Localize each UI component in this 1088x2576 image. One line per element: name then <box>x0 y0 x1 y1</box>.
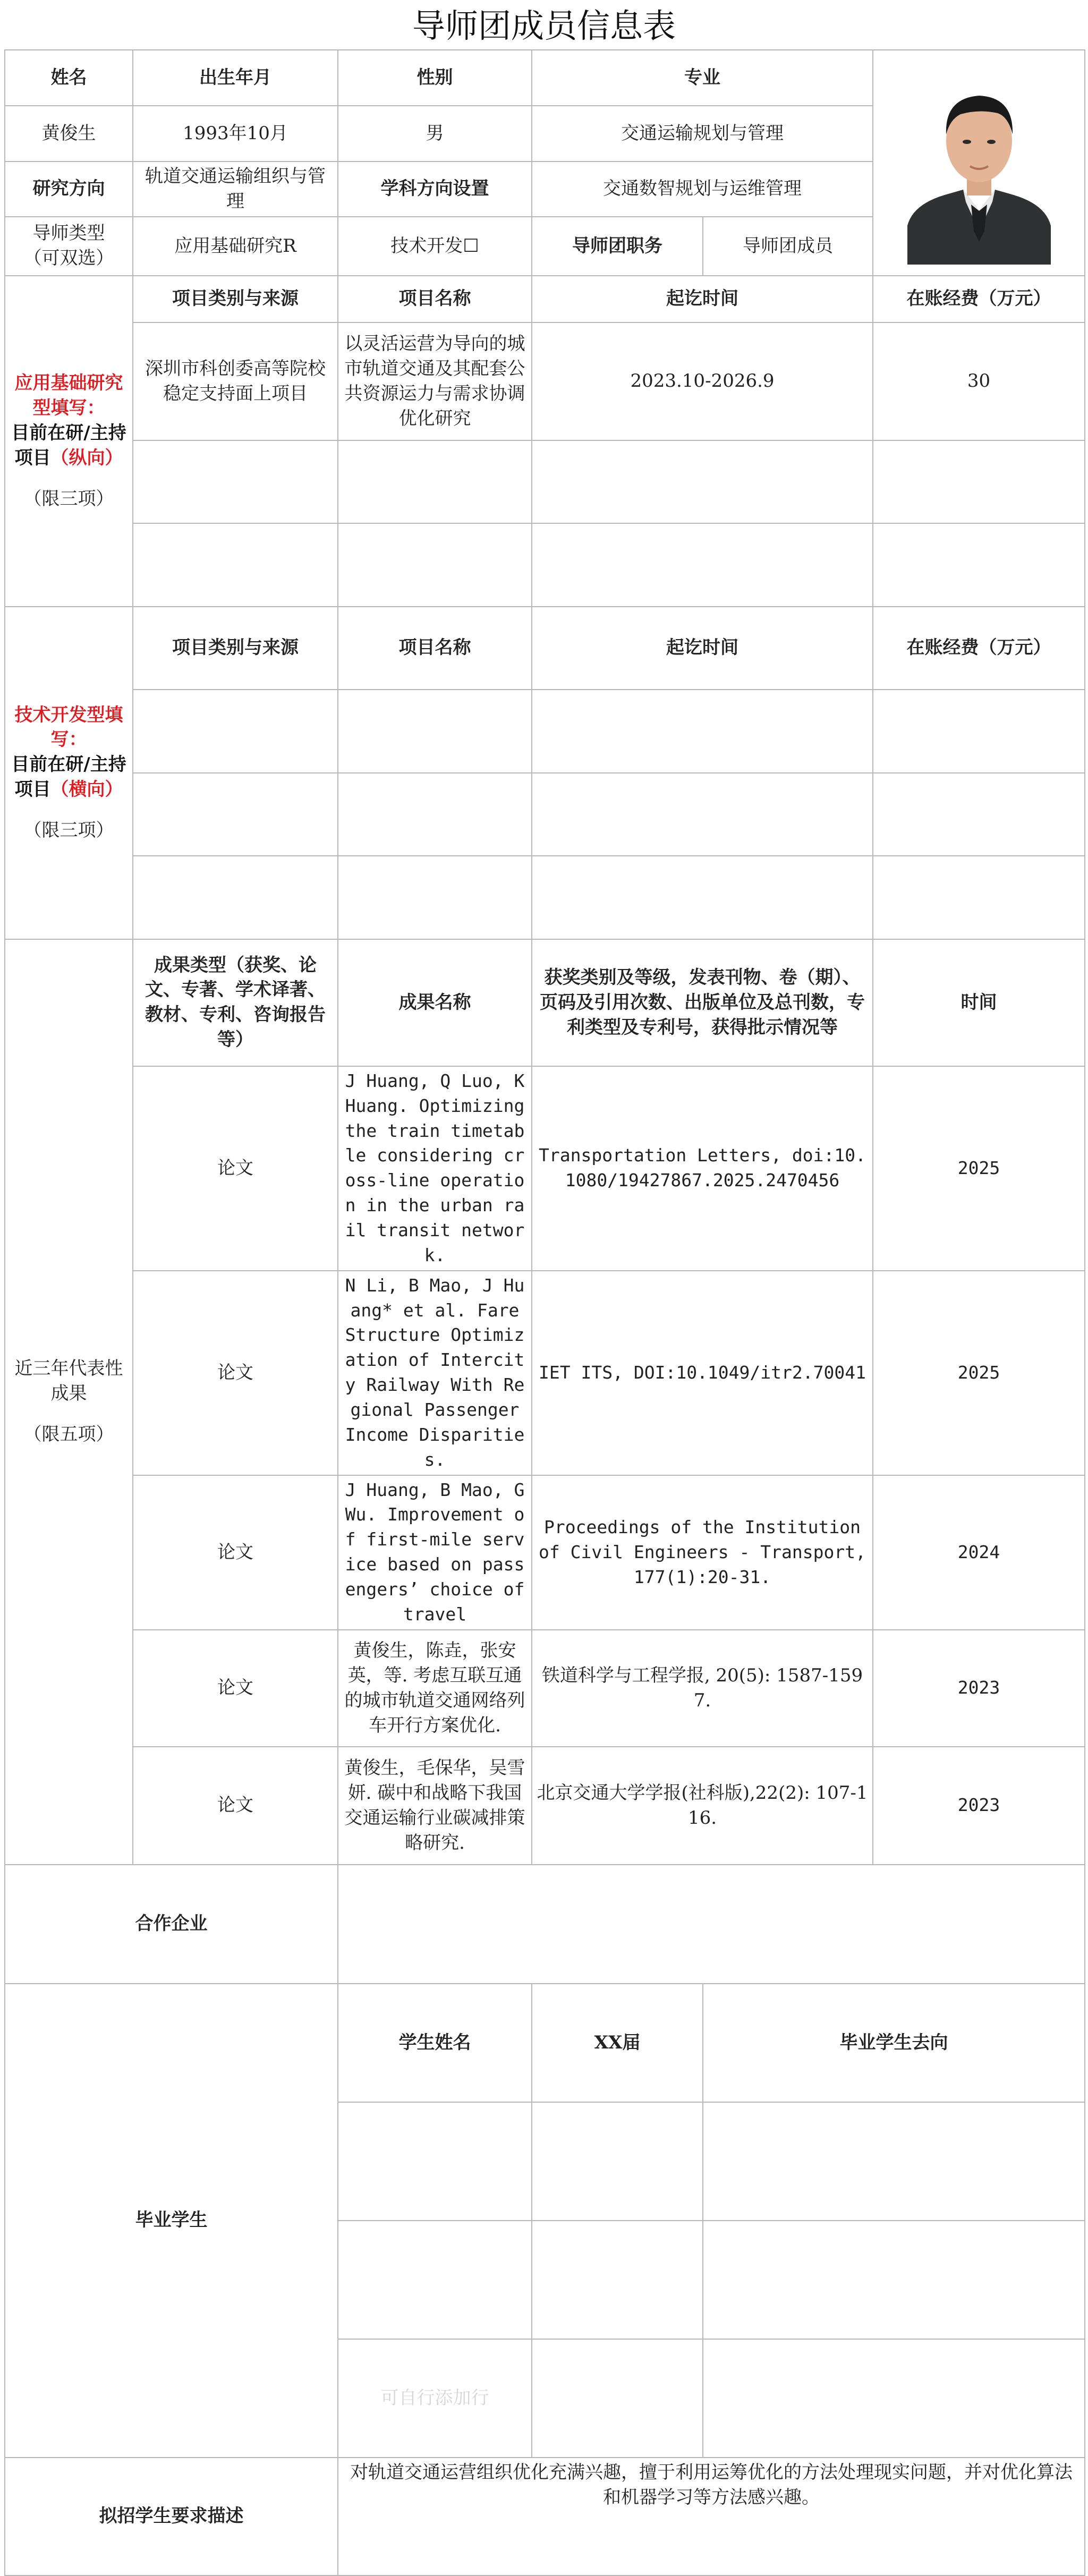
achievements-header-year: 时间 <box>873 939 1085 1066</box>
major-label: 专业 <box>532 50 873 106</box>
applied-row-3-period <box>532 523 873 607</box>
member-info-table <box>4 49 1085 2576</box>
graduates-header-name: 学生姓名 <box>338 1984 532 2102</box>
achievement-5-title: 黄俊生，毛保华，吴雪妍. 碳中和战略下我国交通运输行业碳减排策略研究. <box>338 1747 532 1865</box>
tech-row-3-source <box>133 856 338 939</box>
applied-row-2-funding <box>873 440 1085 523</box>
tech-label-tag: （横向） <box>50 779 123 801</box>
research-label: 研究方向 <box>5 161 133 217</box>
applied-row-1-period: 2023.10-2026.9 <box>532 322 873 440</box>
achievement-1-type: 论文 <box>133 1066 338 1271</box>
graduate-3-cohort <box>532 2339 703 2458</box>
applied-header-name: 项目名称 <box>338 276 532 322</box>
tech-header-funding: 在账经费（万元） <box>873 607 1085 690</box>
tech-row-2-name <box>338 773 532 856</box>
applied-row-1-name: 以灵活运营为导向的城市轨道交通及其配套公共资源运力与需求协调优化研究 <box>338 322 532 440</box>
discipline-label: 学科方向设置 <box>338 161 532 217</box>
achievement-3-title: J Huang, B Mao, G Wu. Improvement of first-mile service based on passengers’ choice of travel <box>338 1475 532 1630</box>
tech-row-1-name <box>338 690 532 773</box>
tech-row-1-period <box>532 690 873 773</box>
name-label: 姓名 <box>5 50 133 106</box>
applied-row-2-name <box>338 440 532 523</box>
applied-label-tag: （纵向） <box>50 447 123 469</box>
gender-value: 男 <box>338 106 532 161</box>
tech-row-3-name <box>338 856 532 939</box>
applied-row-3-funding <box>873 523 1085 607</box>
birth-label: 出生年月 <box>133 50 338 106</box>
photo-cell <box>873 50 1085 276</box>
tech-section-label <box>5 607 133 939</box>
achievement-5-detail: 北京交通大学学报(社科版),22(2): 107-116. <box>532 1747 873 1865</box>
achievement-4-year: 2023 <box>873 1630 1085 1747</box>
achievement-3-year: 2024 <box>873 1475 1085 1630</box>
tech-label-red: 技术开发型填写： <box>14 704 123 751</box>
applied-header-source: 项目类别与来源 <box>133 276 338 322</box>
applied-section-label <box>5 276 133 607</box>
applied-label-red: 应用基础研究型填写： <box>14 372 123 419</box>
tech-limit: （限三项） <box>23 820 114 841</box>
tech-row-2-source <box>133 773 338 856</box>
applied-row-3-source <box>133 523 338 607</box>
mentor-type-label-cell <box>5 217 133 276</box>
applied-row-1-funding: 30 <box>873 322 1085 440</box>
tech-header-source: 项目类别与来源 <box>133 607 338 690</box>
tech-row-2-period <box>532 773 873 856</box>
achievements-limit: （限五项） <box>23 1424 114 1446</box>
graduate-1-destination <box>703 2102 1085 2221</box>
achievement-4-title: 黄俊生，陈垚，张安英，等. 考虑互联互通的城市轨道交通网络列车开行方案优化. <box>338 1630 532 1747</box>
applied-row-2-period <box>532 440 873 523</box>
cooperation-value <box>338 1865 1085 1984</box>
requirement-text: 对轨道交通运营组织优化充满兴趣，擅于利用运筹优化的方法处理现实问题，并对优化算法和机器学习等方法感兴趣。 <box>338 2458 1085 2575</box>
achievement-5-type: 论文 <box>133 1747 338 1865</box>
graduates-header-cohort: XX届 <box>532 1984 703 2102</box>
applied-row-1-source: 深圳市科创委高等院校稳定支持面上项目 <box>133 322 338 440</box>
graduate-1-cohort <box>532 2102 703 2221</box>
graduate-1-name <box>338 2102 532 2221</box>
discipline-value: 交通数智规划与运维管理 <box>532 161 873 217</box>
birth-value: 1993年10月 <box>133 106 338 161</box>
applied-row-2-source <box>133 440 338 523</box>
achievement-5-year: 2023 <box>873 1747 1085 1865</box>
person-photo-icon <box>907 72 1051 265</box>
gender-label: 性别 <box>338 50 532 106</box>
achievement-1-year: 2025 <box>873 1066 1085 1271</box>
graduate-2-name <box>338 2221 532 2339</box>
graduate-3-destination <box>703 2339 1085 2458</box>
achievements-header-detail: 获奖类别及等级，发表刊物、卷（期）、页码及引用次数、出版单位及总刊数，专利类型及专利号，获得批示情况等 <box>532 939 873 1066</box>
tech-row-1-funding <box>873 690 1085 773</box>
team-role-label: 导师团职务 <box>532 217 703 276</box>
achievements-header-title: 成果名称 <box>338 939 532 1066</box>
requirement-label: 拟招学生要求描述 <box>5 2458 338 2575</box>
achievement-4-type: 论文 <box>133 1630 338 1747</box>
mentor-type-option-tech[interactable]: 技术开发☐ <box>338 217 532 276</box>
applied-header-period: 起讫时间 <box>532 276 873 322</box>
applied-row-3-name <box>338 523 532 607</box>
applied-header-funding: 在账经费（万元） <box>873 276 1085 322</box>
name-value: 黄俊生 <box>5 106 133 161</box>
achievements-section-label <box>5 939 133 1865</box>
tech-row-3-period <box>532 856 873 939</box>
achievements-label: 近三年代表性成果 <box>14 1358 123 1405</box>
team-role-value: 导师团成员 <box>703 217 873 276</box>
achievement-2-detail: IET ITS, DOI:10.1049/itr2.70041 <box>532 1271 873 1475</box>
research-value: 轨道交通运输组织与管理 <box>133 161 338 217</box>
tech-row-2-funding <box>873 773 1085 856</box>
achievement-3-type: 论文 <box>133 1475 338 1630</box>
page-title: 导师团成员信息表 <box>412 6 676 45</box>
achievement-2-title: N Li, B Mao, J Huang* et al. Fare Structure Optimization of Intercity Railway With Regional Passenger Income Disparities. <box>338 1271 532 1475</box>
graduates-label: 毕业学生 <box>5 1984 338 2458</box>
major-value: 交通运输规划与管理 <box>532 106 873 161</box>
achievement-1-title: J Huang, Q Luo, K Huang. Optimizing the train timetable considering cross-line operation in the urban rail transit network. <box>338 1066 532 1271</box>
achievement-3-detail: Proceedings of the Institution of Civil Engineers - Transport, 177(1):20-31. <box>532 1475 873 1630</box>
achievement-1-detail: Transportation Letters, doi:10.1080/19427867.2025.2470456 <box>532 1066 873 1271</box>
cooperation-label: 合作企业 <box>5 1865 338 1984</box>
tech-row-3-funding <box>873 856 1085 939</box>
add-row-hint[interactable]: 可自行添加行 <box>338 2339 532 2458</box>
mentor-type-label: 导师类型 <box>32 223 105 244</box>
mentor-type-option-applied[interactable]: 应用基础研究R <box>133 217 338 276</box>
graduates-header-destination: 毕业学生去向 <box>703 1984 1085 2102</box>
tech-label-black: 目前在研/主持项目 <box>11 754 126 801</box>
applied-label-black: 目前在研/主持项目 <box>11 422 126 469</box>
tech-header-period: 起讫时间 <box>532 607 873 690</box>
tech-header-name: 项目名称 <box>338 607 532 690</box>
graduate-2-destination <box>703 2221 1085 2339</box>
tech-row-1-source <box>133 690 338 773</box>
mentor-type-hint: （可双选） <box>23 248 114 269</box>
achievements-header-type: 成果类型（获奖、论文、专著、学术译著、教材、专利、咨询报告等） <box>133 939 338 1066</box>
achievement-4-detail: 铁道科学与工程学报, 20(5): 1587-1597. <box>532 1630 873 1747</box>
achievement-2-type: 论文 <box>133 1271 338 1475</box>
achievement-2-year: 2025 <box>873 1271 1085 1475</box>
applied-limit: （限三项） <box>23 488 114 509</box>
graduate-2-cohort <box>532 2221 703 2339</box>
